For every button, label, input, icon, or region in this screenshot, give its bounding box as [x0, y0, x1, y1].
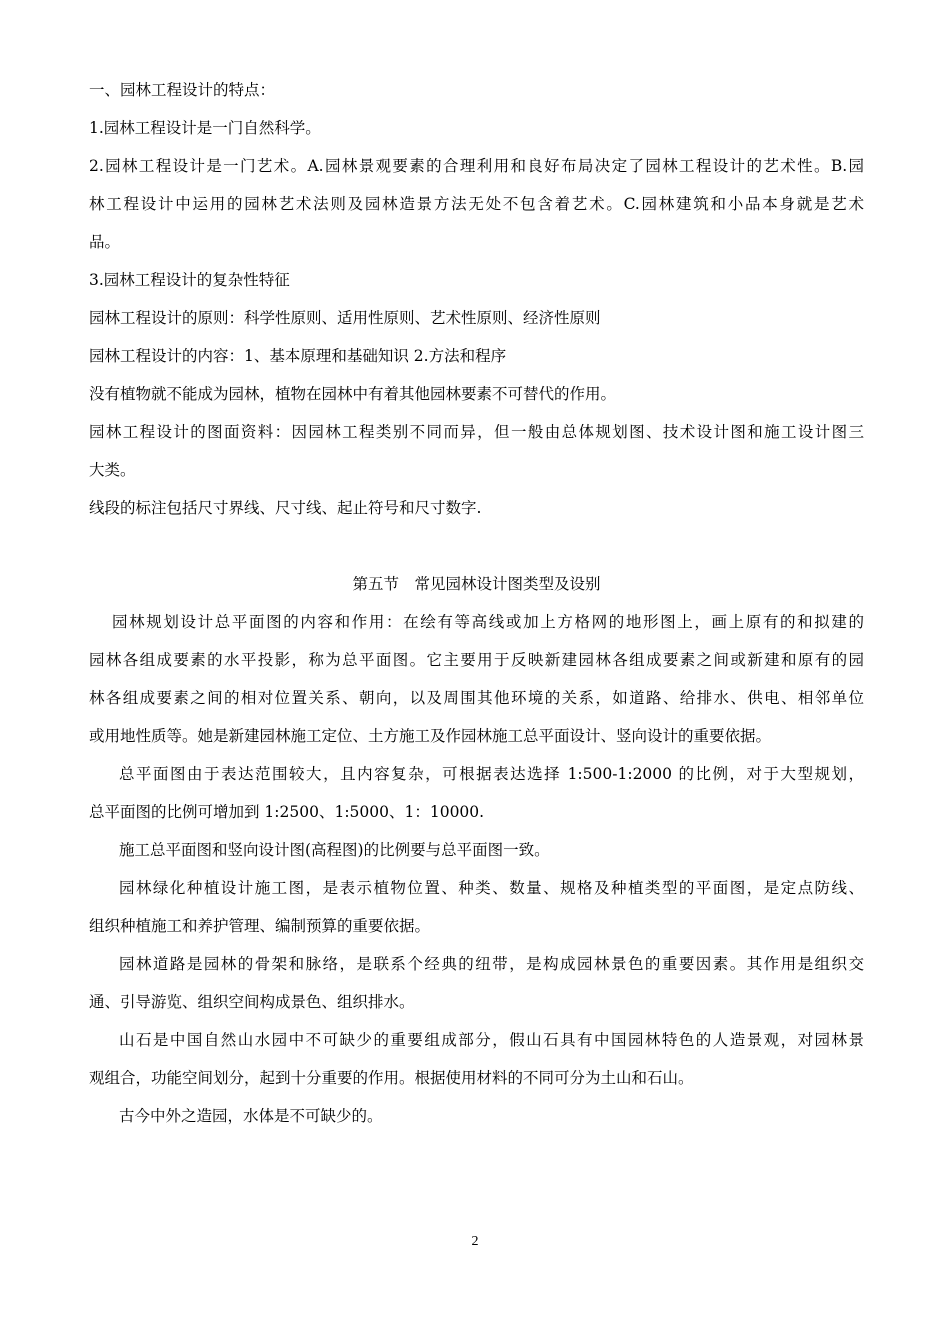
text-line: 园林工程设计的原则：科学性原则、适用性原则、艺术性原则、经济性原则	[89, 309, 601, 327]
page-number: 2	[471, 1234, 479, 1249]
text-line: 总平面图的比例可增加到 1:2500、1:5000、1：10000.	[89, 803, 485, 821]
text-line: 施工总平面图和竖向设计图(高程图)的比例要与总平面图一致。	[119, 841, 550, 859]
text-line: 线段的标注包括尺寸界线、尺寸线、起止符号和尺寸数字.	[89, 499, 482, 517]
text-line: 园林道路是园林的骨架和脉络，是联系个经典的纽带，是构成园林景色的重要因素。其作用是组织交	[119, 955, 864, 973]
section-title: 第五节 常见园林设计图类型及设别	[352, 575, 601, 593]
text-line: 园林工程设计的内容：1、基本原理和基础知识 2.方法和程序	[89, 347, 507, 365]
text-line: 林工程设计中运用的园林艺术法则及园林造景方法无处不包含着艺术。C.园林建筑和小品本身就是艺术	[89, 195, 864, 213]
text-line: 园林各组成要素的水平投影，称为总平面图。它主要用于反映新建园林各组成要素之间或新建和原有的园	[89, 651, 864, 669]
section-heading: 一、园林工程设计的特点：	[89, 81, 276, 99]
text-line: 园林绿化种植设计施工图，是表示植物位置、种类、数量、规格及种植类型的平面图，是定点防线、	[119, 879, 864, 897]
text-line: 1.园林工程设计是一门自然科学。	[89, 119, 321, 137]
text-line: 山石是中国自然山水园中不可缺少的重要组成部分，假山石具有中国园林特色的人造景观，对园林景	[119, 1031, 864, 1049]
text-line: 古今中外之造园，水体是不可缺少的。	[119, 1107, 383, 1125]
text-line: 或用地性质等。她是新建园林施工定位、土方施工及作园林施工总平面设计、竖向设计的重要依据。	[89, 727, 772, 745]
text-line: 没有植物就不能成为园林，植物在园林中有着其他园林要素不可替代的作用。	[89, 385, 617, 403]
text-line: 总平面图由于表达范围较大，且内容复杂，可根据表达选择 1:500-1:2000 的比例，对于大型规划，	[119, 765, 864, 783]
text-line: 3.园林工程设计的复杂性特征	[89, 271, 290, 289]
text-line: 品。	[89, 233, 121, 251]
text-line: 园林规划设计总平面图的内容和作用：在绘有等高线或加上方格网的地形图上，画上原有的和拟建的	[112, 613, 864, 631]
text-line: 通、引导游览、组织空间构成景色、组织排水。	[89, 993, 415, 1011]
text-line: 园林工程设计的图面资料：因园林工程类别不同而异，但一般由总体规划图、技术设计图和施工设计图三	[89, 423, 864, 441]
text-line: 组织种植施工和养护管理、编制预算的重要依据。	[89, 917, 431, 935]
text-line: 大类。	[89, 461, 136, 479]
text-line: 观组合，功能空间划分，起到十分重要的作用。根据使用材料的不同可分为土山和石山。	[89, 1069, 694, 1087]
text-line: 林各组成要素之间的相对位置关系、朝向，以及周围其他环境的关系，如道路、给排水、供电、相邻单位	[89, 689, 864, 707]
text-line: 2.园林工程设计是一门艺术。A.园林景观要素的合理利用和良好布局决定了园林工程设计的艺术性。B.园	[89, 157, 864, 175]
